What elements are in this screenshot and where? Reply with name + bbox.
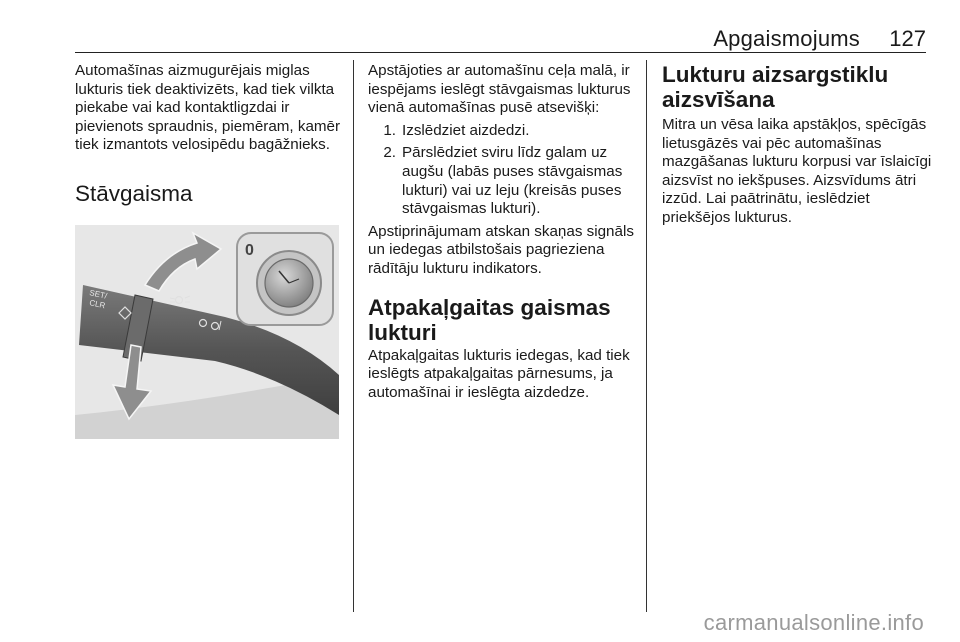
watermark-text: carmanualsonline.info <box>703 610 924 635</box>
page-number: 127 <box>889 26 926 51</box>
headlight-icon <box>170 296 190 304</box>
list-item <box>368 122 640 141</box>
step-text: Izslēdziet aizdedzi. <box>402 121 530 139</box>
step-number: 1. <box>383 121 396 139</box>
lens-fogging-paragraph: Mitra un vēsa laika apstākļos, spēcīgās lietusgāzēs vai pēc automašīnas mazgāšanas lukturu korpusi var īslaicīgi aizsvīst no iekšpuses. Aizsvīdums ātri izzūd. Lai paātrinātu, ieslēdziet priekšējos lukturus. <box>662 116 932 226</box>
parking-lights-intro: Apstājoties ar automašīnu ceļa malā, ir iespējams ieslēgt stāvgaismas lukturus vienā automašīnas pusē atsevišķi: <box>368 62 631 117</box>
arrow-up-icon <box>145 233 221 291</box>
column-1 <box>75 62 345 206</box>
lever-label-set: SET/ <box>88 288 108 301</box>
dial-position-label: 0 <box>245 242 254 259</box>
lever-illustration <box>75 225 339 439</box>
section-heading-parking-lights: Stāvgaisma <box>75 180 193 206</box>
rear-fog-paragraph: Automašīnas aizmugurējais miglas lukturis tiek deaktivizēts, kad tiek vilkta piekabe vai kad kontaktligzdai ir pievienots spraudnis, piemēram, kamēr tiek izmantots velosipēdu bagāžnieks. <box>75 62 341 154</box>
confirmation-paragraph: Apstiprinājumam atskan skaņas signāls un iedegas atbilstošais pagrieziena rādītāju lukturu indikators. <box>368 222 634 277</box>
lever-illustration-svg <box>75 225 339 439</box>
section-heading-lens-fogging: Lukturu aizsargstiklu aizsvīšana <box>662 62 889 112</box>
header-rule <box>75 52 926 53</box>
section-heading-reversing-lights: Atpakaļgaitas gaismas lukturi <box>368 294 611 345</box>
column-2 <box>368 62 640 402</box>
list-item <box>368 144 640 218</box>
reversing-lights-paragraph: Atpakaļgaitas lukturis iedegas, kad tiek ieslēgts atpakaļgaitas pārnesums, ja automašīnai ir ieslēgta aizdedze. <box>368 346 630 401</box>
step-number: 2. <box>383 144 396 162</box>
lever-label-clr: CLR <box>88 298 107 311</box>
parking-lights-steps <box>368 122 640 219</box>
column-3 <box>662 62 932 228</box>
step-text: Pārslēdziet sviru līdz galam uz augšu (labās puses stāvgaismas lukturi) vai uz leju (kreisās puses stāvgaismas lukturi). <box>402 144 623 218</box>
page-header-title: Apgaismojums <box>713 26 860 51</box>
column-divider-left <box>353 60 354 612</box>
column-divider-right <box>646 60 647 612</box>
